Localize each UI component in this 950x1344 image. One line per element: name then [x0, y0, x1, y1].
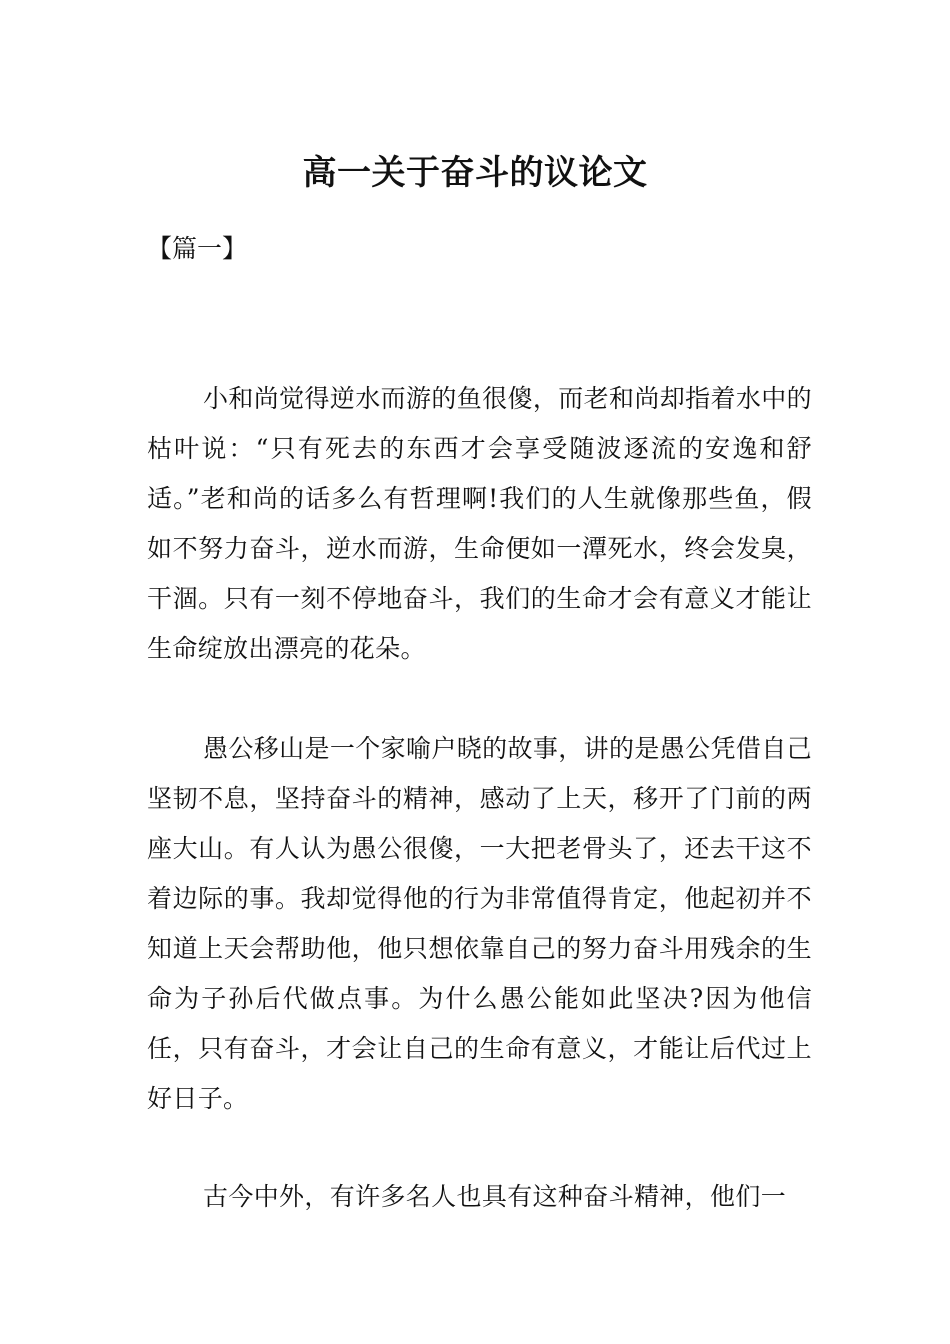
section-heading: 【篇一】 — [147, 234, 248, 263]
document-title: 高一关于奋斗的议论文 — [302, 152, 648, 193]
body-paragraph: 愚公移山是一个家喻户晓的故事，讲的是愚公凭借自己坚韧不息，坚持奋斗的精神，感动了上天，移开了门前的两座大山。有人认为愚公很傻，一大把老骨头了，还去干这不着边际的事。我却觉得他的行为非常值得肯定，他起初并不知道上天会帮助他，他只想依靠自己的努力奋斗用残余的生命为子孙后代做点事。为什么愚公能如此坚决?因为他信任，只有奋斗，才会让自己的生命有意义，才能让后代过上好日子。 — [147, 734, 812, 1113]
body-paragraph: 小和尚觉得逆水而游的鱼很傻，而老和尚却指着水中的枯叶说：“只有死去的东西才会享受随波逐流的安逸和舒适。”老和尚的话多么有哲理啊!我们的人生就像那些鱼，假如不努力奋斗，逆水而游，生命便如一潭死水，终会发臭，干涸。只有一刻不停地奋斗，我们的生命才会有意义才能让生命绽放出漂亮的花朵。 — [147, 384, 812, 663]
body-paragraph: 古今中外，有许多名人也具有这种奋斗精神，他们一 — [203, 1182, 787, 1211]
